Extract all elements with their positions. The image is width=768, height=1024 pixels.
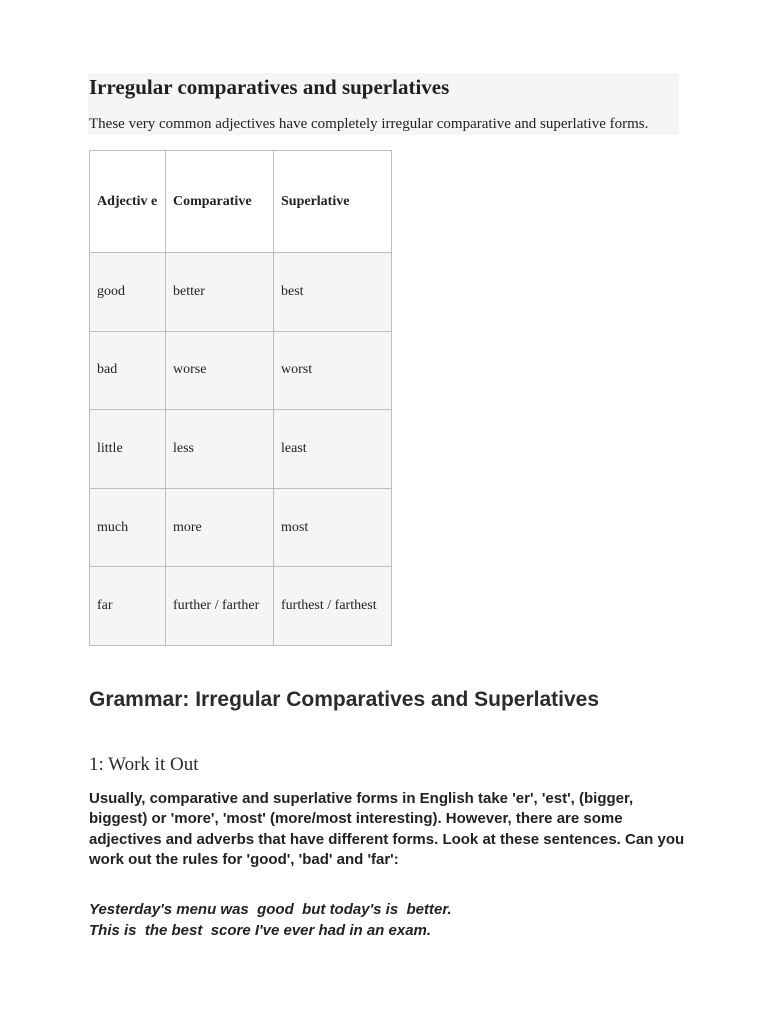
superlative-cell: most [274, 488, 392, 567]
comparative-cell: less [166, 410, 274, 489]
section-heading: Grammar: Irregular Comparatives and Superlatives [89, 688, 600, 711]
superlative-cell: furthest / farthest [274, 567, 392, 646]
example-sentences [89, 900, 452, 941]
superlative-cell: least [274, 410, 392, 489]
example-sentence: Yesterday's menu was good but today's is better. [89, 901, 452, 918]
column-header-adjective: Adjectiv e [90, 151, 166, 253]
table-row [90, 331, 392, 410]
subsection-heading: 1: Work it Out [89, 754, 199, 775]
page-title: Irregular comparatives and superlatives [89, 75, 450, 99]
comparative-cell: further / farther [166, 567, 274, 646]
example-sentence: This is the best score I've ever had in an exam. [89, 921, 432, 939]
column-header-comparative: Comparative [166, 151, 274, 253]
table-row [90, 253, 392, 332]
irregular-forms-table [89, 150, 392, 646]
comparative-cell: worse [166, 331, 274, 410]
table-row [90, 488, 392, 567]
table-row [90, 410, 392, 489]
adjective-cell: bad [90, 331, 166, 410]
table-header-row [90, 151, 392, 253]
intro-paragraph: These very common adjectives have completely irregular comparative and superlative forms. [89, 116, 649, 132]
table-row [90, 567, 392, 646]
comparative-cell: better [166, 253, 274, 332]
adjective-cell: little [90, 410, 166, 489]
adjective-cell: much [90, 488, 166, 567]
adjective-cell: good [90, 253, 166, 332]
adjective-cell: far [90, 567, 166, 646]
superlative-cell: best [274, 253, 392, 332]
column-header-superlative: Superlative [274, 151, 392, 253]
comparative-cell: more [166, 488, 274, 567]
explanation-paragraph: Usually, comparative and superlative forms in English take 'er', 'est', (bigger, biggest) or 'more', 'most' (more/most interesting). However, there are some adjectives and adverbs that have different forms. Look at these sentences. Can you work out the rules for 'good', 'bad' and 'far': [89, 790, 685, 868]
superlative-cell: worst [274, 331, 392, 410]
